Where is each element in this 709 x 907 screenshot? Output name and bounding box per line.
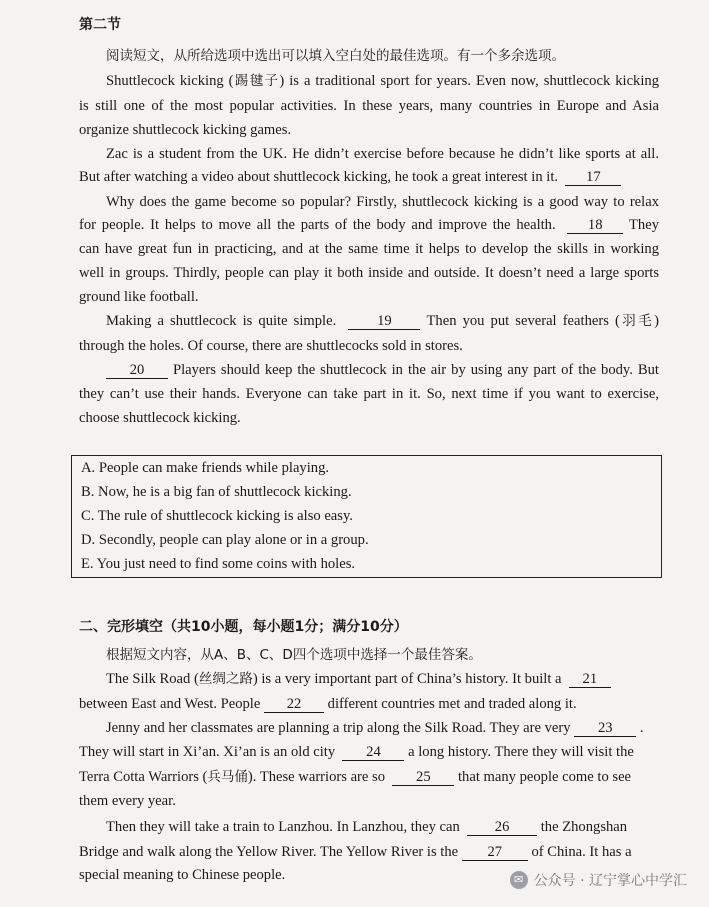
section2-heading: 二、完形填空（共10小题，每小题1分；满分10分） — [79, 619, 408, 635]
passage-line: They will start in Xi’an. Xi’an is an old city 24 a long history. There they will visit the — [79, 744, 634, 760]
passage-line: choose shuttlecock kicking. — [79, 410, 241, 426]
answer-blank-21[interactable]: 21 — [569, 672, 611, 688]
passage-line: Why does the game become so popular? Firstly, shuttlecock kicking is a good way to relax — [106, 194, 659, 210]
passage-line: Bridge and walk along the Yellow River. The Yellow River is the 27 of China. It has a — [79, 844, 632, 860]
passage-line: through the holes. Of course, there are shuttlecocks sold in stores. — [79, 338, 463, 354]
passage-line: The Silk Road (丝绸之路) is a very important part of China’s history. It built a 21 — [106, 670, 659, 688]
option-d[interactable]: D. Secondly, people can play alone or in a group. — [81, 532, 369, 548]
passage-line: is still one of the most popular activities. In these years, many countries in Europe and Asia — [79, 98, 659, 114]
passage-line: Jenny and her classmates are planning a trip along the Silk Road. They are very 23 . — [106, 720, 644, 736]
options-box — [71, 455, 662, 578]
passage-line: Zac is a student from the UK. He didn’t exercise before because he didn’t like sports at all. — [106, 146, 659, 162]
section-heading: 第二节 — [79, 17, 121, 33]
watermark — [510, 870, 687, 890]
passage-line: Then they will take a train to Lanzhou. In Lanzhou, they can 26 the Zhongshan — [106, 819, 628, 835]
passage-line: them every year. — [79, 793, 176, 809]
passage-line: between East and West. People 22 different countries met and traded along it. — [79, 696, 577, 712]
passage-line: Shuttlecock kicking (踢毽子) is a traditional sport for years. Even now, shuttlecock kicking — [106, 73, 659, 89]
wechat-logo-icon: ✉ — [510, 871, 528, 889]
answer-blank-19[interactable]: 19 — [348, 314, 420, 330]
instruction-text-2: 根据短文内容，从A、B、C、D四个选项中选择一个最佳答案。 — [106, 647, 482, 663]
passage-line: can have great fun in practicing, and at the same time it helps to develop the skills in working — [79, 241, 659, 257]
answer-blank-27[interactable]: 27 — [462, 845, 528, 861]
passage-line: 20 Players should keep the shuttlecock in the air by using any part of the body. But — [106, 361, 659, 379]
answer-blank-25[interactable]: 25 — [392, 770, 454, 786]
answer-blank-24[interactable]: 24 — [342, 745, 404, 761]
instruction-text: 阅读短文，从所给选项中选出可以填入空白处的最佳选项。有一个多余选项。 — [106, 48, 565, 64]
passage-line: well in groups. Thirdly, people can play it both inside and outside. It doesn’t need a large sports — [79, 265, 659, 281]
watermark-text: 公众号 · 辽宁掌心中学汇 — [533, 873, 687, 889]
option-b[interactable]: B. Now, he is a big fan of shuttlecock kicking. — [81, 484, 352, 500]
passage-line: special meaning to Chinese people. — [79, 867, 286, 883]
answer-blank-20[interactable]: 20 — [106, 363, 168, 379]
option-e[interactable]: E. You just need to find some coins with holes. — [81, 556, 356, 572]
passage-line: Making a shuttlecock is quite simple. 19 Then you put several feathers (羽毛) — [106, 313, 660, 329]
passage-line: But after watching a video about shuttlecock kicking, he took a great interest in it. 17 — [79, 168, 659, 186]
passage-line: organize shuttlecock kicking games. — [79, 122, 292, 138]
answer-blank-26[interactable]: 26 — [467, 820, 537, 836]
answer-blank-23[interactable]: 23 — [574, 721, 636, 737]
option-a[interactable]: A. People can make friends while playing. — [81, 460, 330, 476]
option-c[interactable]: C. The rule of shuttlecock kicking is also easy. — [81, 508, 353, 524]
answer-blank-22[interactable]: 22 — [264, 697, 324, 713]
answer-blank-17[interactable]: 17 — [565, 170, 621, 186]
passage-line: Terra Cotta Warriors (兵马俑). These warriors are so 25 that many people come to see — [79, 769, 632, 785]
passage-line: they can’t use their hands. Everyone can take part in it. So, next time if you want to exercise, — [79, 386, 659, 402]
passage-line: for people. It helps to move all the parts of the body and improve the health. 18 They — [79, 217, 660, 233]
passage-line: ground like football. — [79, 289, 199, 305]
answer-blank-18[interactable]: 18 — [567, 218, 623, 234]
